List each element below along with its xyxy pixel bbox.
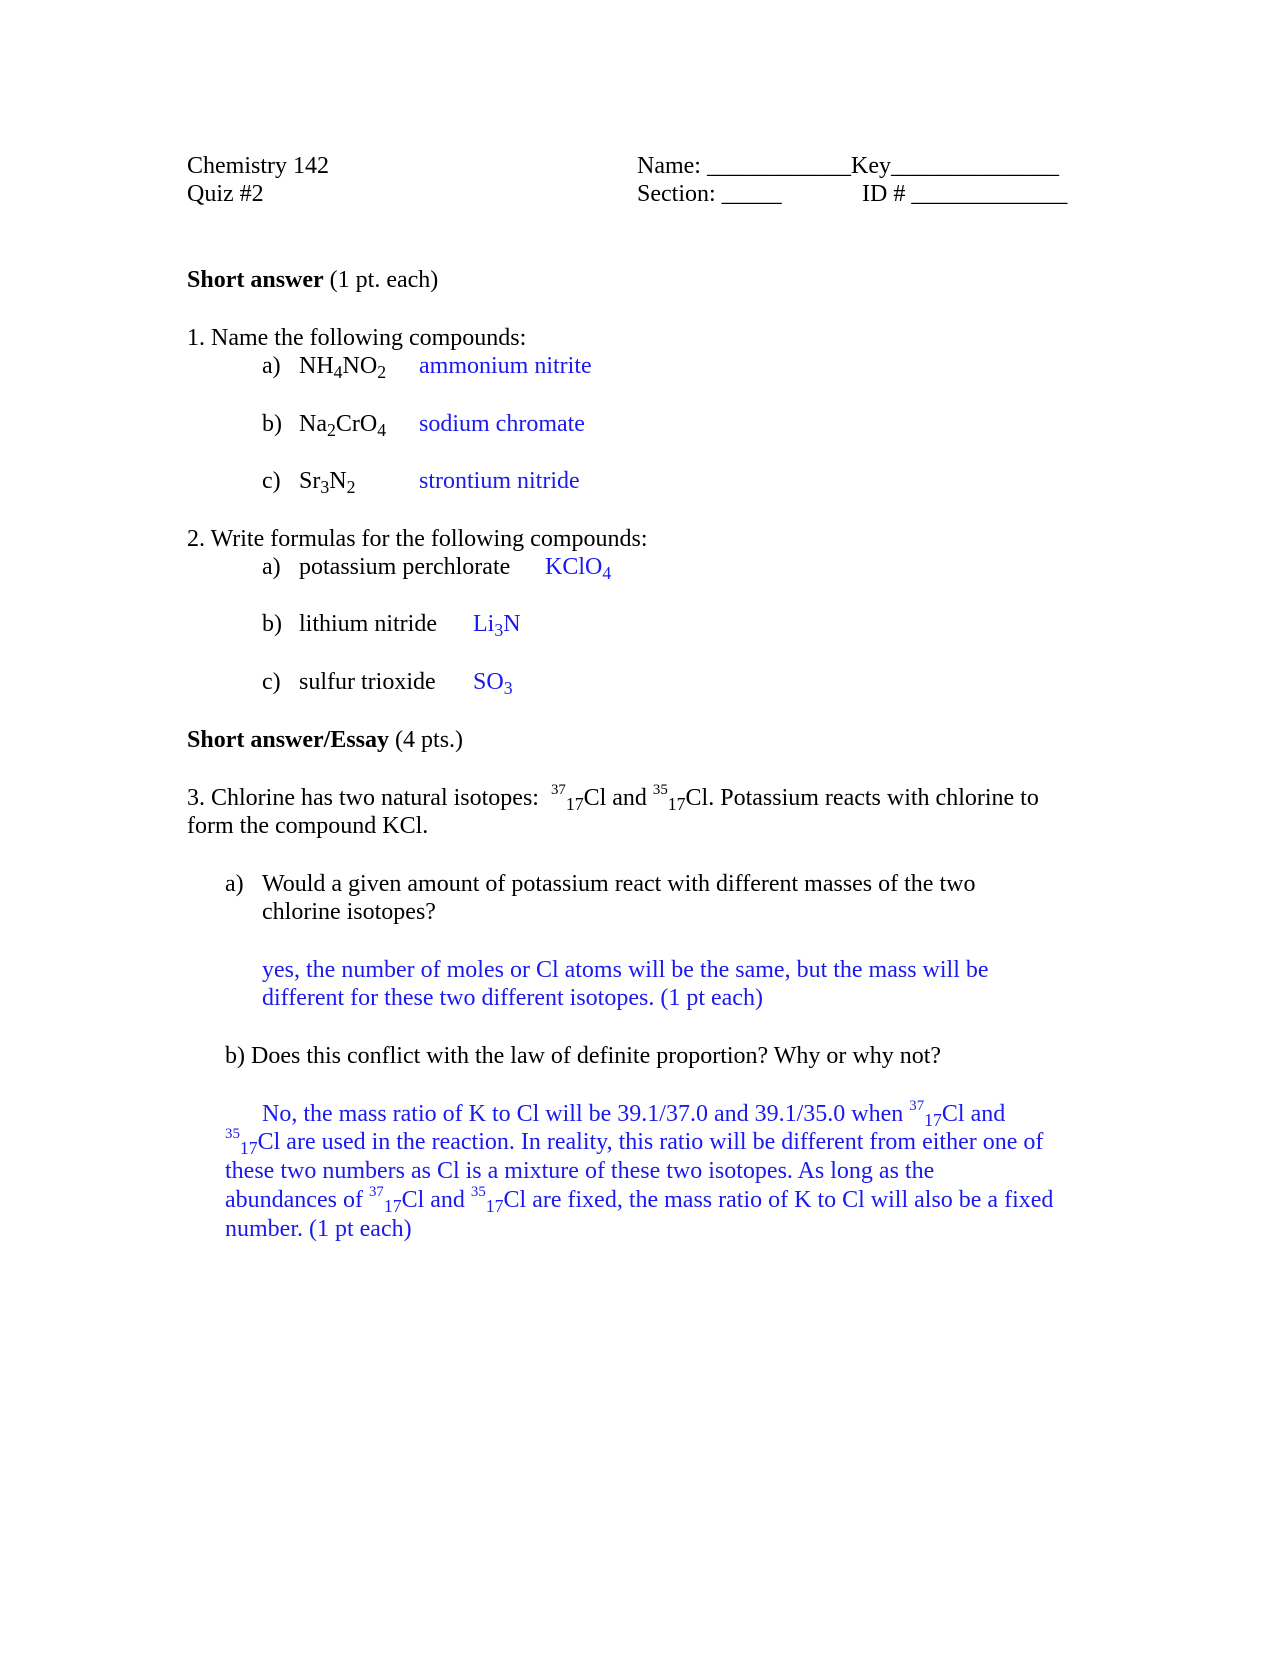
- q3-intro-line2: form the compound KCl.: [187, 813, 429, 839]
- q2c-name: sulfur trioxide: [299, 669, 436, 695]
- q3a-answer-line1: yes, the number of moles or Cl atoms will be the same, but the mass will be: [262, 957, 989, 983]
- q3b-answer-line3: these two numbers as Cl is a mixture of these two isotopes. As long as the: [225, 1158, 935, 1184]
- isotope-mass-35: 35: [652, 781, 668, 798]
- section1-title: Short answer: [187, 267, 324, 293]
- q3a-answer-line2: different for these two different isotopes. (1 pt each): [262, 985, 763, 1011]
- course-title: Chemistry 142: [187, 153, 329, 179]
- name-label: Name: ____________: [637, 153, 851, 179]
- q2b-letter: b): [262, 611, 282, 637]
- name-field: [637, 152, 1059, 180]
- section-field: Section: _____: [637, 181, 782, 207]
- section1-heading: [187, 266, 438, 294]
- q1c-letter: c): [262, 468, 281, 494]
- q2a-letter: a): [262, 554, 281, 580]
- q3b-question: b) Does this conflict with the law of definite proportion? Why or why not?: [225, 1043, 942, 1069]
- section1-points: (1 pt. each): [323, 267, 439, 293]
- q1b-letter: b): [262, 411, 282, 437]
- isotope-mass-37: 37: [550, 781, 566, 798]
- q2b-answer: $Li_3N$: [473, 611, 521, 640]
- q2-prompt: 2. Write formulas for the following compounds:: [187, 526, 648, 552]
- q3b-answer-line2: $^{35}_{17}$Cl are used in the reaction. In reality, this ratio will be different from either one of: [225, 1125, 1044, 1158]
- q3a-question-line1: Would a given amount of potassium react with different masses of the two: [262, 871, 976, 897]
- quiz-title: Quiz #2: [187, 181, 264, 207]
- name-tail: ______________: [890, 153, 1059, 179]
- q2b-name: lithium nitride: [299, 611, 437, 637]
- section2-points: (4 pts.): [389, 727, 464, 753]
- q3-intro-line1: 3. Chlorine has two natural isotopes: $^{37}_{17}$Cl and $^{35}_{17}$Cl. Potassium reacts with chlorine to: [187, 781, 1039, 814]
- id-field: ID # _____________: [862, 181, 1068, 207]
- q1a-answer: ammonium nitrite: [419, 353, 592, 379]
- q2a-answer: KClO$_4$: [545, 554, 612, 583]
- q1a-formula: $NH_4NO_2$: [299, 353, 387, 382]
- q1c-answer: strontium nitride: [419, 468, 580, 494]
- q2a-name: potassium perchlorate: [299, 554, 511, 580]
- q2c-answer: $SO_3$: [473, 669, 513, 698]
- q1-prompt: 1. Name the following compounds:: [187, 325, 527, 351]
- q3a-letter: a): [225, 871, 244, 897]
- q1c-formula: $Sr_3N_2$: [299, 468, 356, 497]
- q3b-answer-line1: No, the mass ratio of K to Cl will be 39.1/37.0 and 39.1/35.0 when $^{37}_{17}$Cl and: [262, 1097, 1006, 1130]
- q3a-question-line2: chlorine isotopes?: [262, 899, 436, 925]
- section2-title: Short answer/Essay: [187, 727, 390, 753]
- q2c-letter: c): [262, 669, 281, 695]
- section2-heading: [187, 726, 463, 754]
- name-value: Key: [850, 153, 891, 179]
- q1a-letter: a): [262, 353, 281, 379]
- q3b-answer-line5: number. (1 pt each): [225, 1216, 412, 1242]
- atomic-number: 17: [565, 793, 584, 814]
- q1b-formula: $Na_2CrO_4$: [299, 411, 387, 440]
- q3b-answer-line4: abundances of $^{37}_{17}$Cl and $^{35}_{17}$Cl are fixed, the mass ratio of K to Cl will also be a fixed: [225, 1183, 1054, 1216]
- q1b-answer: sodium chromate: [419, 411, 585, 437]
